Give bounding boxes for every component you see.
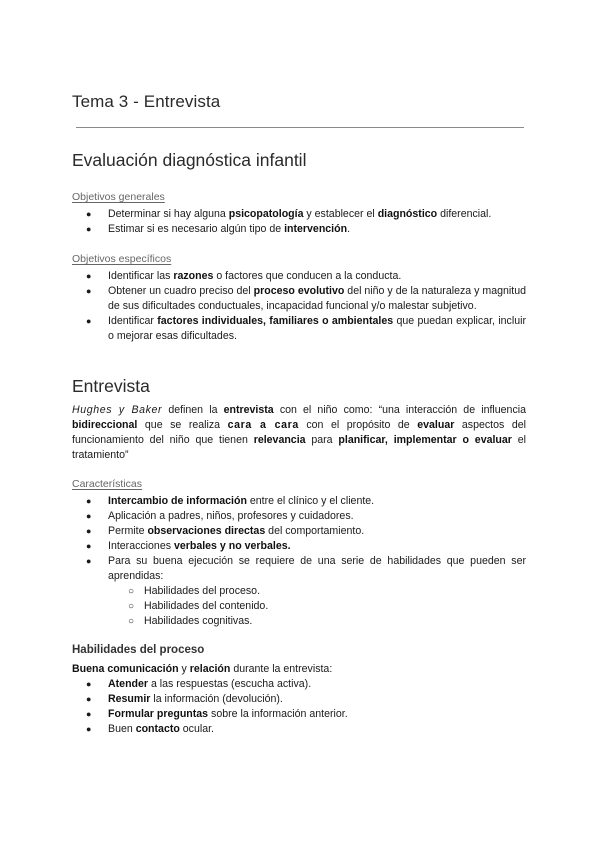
list-item: ● Identificar las razones o factores que conducen a la conducta.	[86, 270, 402, 282]
list-habilidades-proceso	[72, 677, 526, 737]
list-objetivos-especificos	[72, 269, 526, 344]
nested-list-container	[72, 584, 526, 629]
list-item: ● Para su buena ejecución se requiere de una serie de habilidades que pueden ser aprendidas:	[86, 555, 526, 582]
section-heading-evaluacion: Evaluación diagnóstica infantil	[72, 150, 307, 170]
list-item: ● Formular preguntas sobre la información anterior.	[86, 708, 348, 720]
subsection-heading-habilidades-proceso: Habilidades del proceso	[72, 644, 205, 656]
list-item: ● Interacciones verbales y no verbales.	[86, 540, 291, 552]
proceso-lead: Buena comunicación y relación durante la entrevista:	[72, 663, 333, 675]
sub-list-item: ○ Habilidades del proceso.	[128, 585, 261, 597]
list-item: ● Atender a las respuestas (escucha activa).	[86, 678, 312, 690]
title-divider	[76, 127, 524, 128]
hollow-bullet-icon: ○	[128, 586, 135, 597]
bullet-icon: ●	[86, 271, 92, 281]
bullet-icon: ●	[86, 511, 92, 521]
bullet-icon: ●	[86, 679, 92, 689]
subheading-caracteristicas: Características	[72, 478, 143, 490]
list-item: ● Resumir la información (devolución).	[86, 693, 283, 705]
bullet-icon: ●	[86, 224, 92, 234]
list-item: ● Determinar si hay alguna psicopatología y establecer el diagnóstico diferencial.	[86, 208, 492, 220]
subheading-objetivos-generales: Objetivos generales	[72, 191, 165, 203]
list-item: ● Obtener un cuadro preciso del proceso evolutivo del niño y de la naturaleza y magnitud de sus dificultades conductuales, incapacidad funcional y/o malestar subjetivo.	[86, 285, 526, 312]
subheading-objetivos-especificos: Objetivos específicos	[72, 253, 172, 265]
section-heading-entrevista: Entrevista	[72, 376, 150, 396]
bullet-icon: ●	[86, 556, 92, 566]
list-item: ● Intercambio de información entre el clínico y el cliente.	[86, 495, 375, 507]
bullet-icon: ●	[86, 526, 92, 536]
bullet-icon: ●	[86, 709, 92, 719]
bullet-icon: ●	[86, 541, 92, 551]
list-item: ● Estimar si es necesario algún tipo de intervención.	[86, 223, 351, 235]
bullet-icon: ●	[86, 724, 92, 734]
list-item: ● Buen contacto ocular.	[86, 723, 214, 735]
list-caracteristicas	[72, 494, 526, 629]
intro-paragraph: Hughes y Baker definen la entrevista con el niño como: “una interacción de influencia bidireccional que se realiza cara a cara con el propósito de evaluar aspectos del funcionamiento del niño que tienen relevancia para planificar, implementar o evaluar el tratamiento”	[72, 404, 526, 461]
bullet-icon: ●	[86, 316, 92, 326]
list-objetivos-generales	[72, 207, 526, 237]
list-item: ● Identificar factores individuales, familiares o ambientales que puedan explicar, incluir o mejorar esas dificultades.	[86, 315, 526, 342]
bullet-icon: ●	[86, 286, 92, 296]
bullet-icon: ●	[86, 209, 92, 219]
list-habilidades	[72, 584, 526, 629]
list-item: ● Permite observaciones directas del comportamiento.	[86, 525, 365, 537]
hollow-bullet-icon: ○	[128, 601, 135, 612]
hollow-bullet-icon: ○	[128, 616, 135, 627]
sub-list-item: ○ Habilidades cognitivas.	[128, 615, 253, 627]
sub-list-item: ○ Habilidades del contenido.	[128, 600, 269, 612]
document-title: Tema 3 - Entrevista	[72, 92, 221, 111]
bullet-icon: ●	[86, 694, 92, 704]
list-item: ● Aplicación a padres, niños, profesores y cuidadores.	[86, 510, 354, 522]
bullet-icon: ●	[86, 496, 92, 506]
